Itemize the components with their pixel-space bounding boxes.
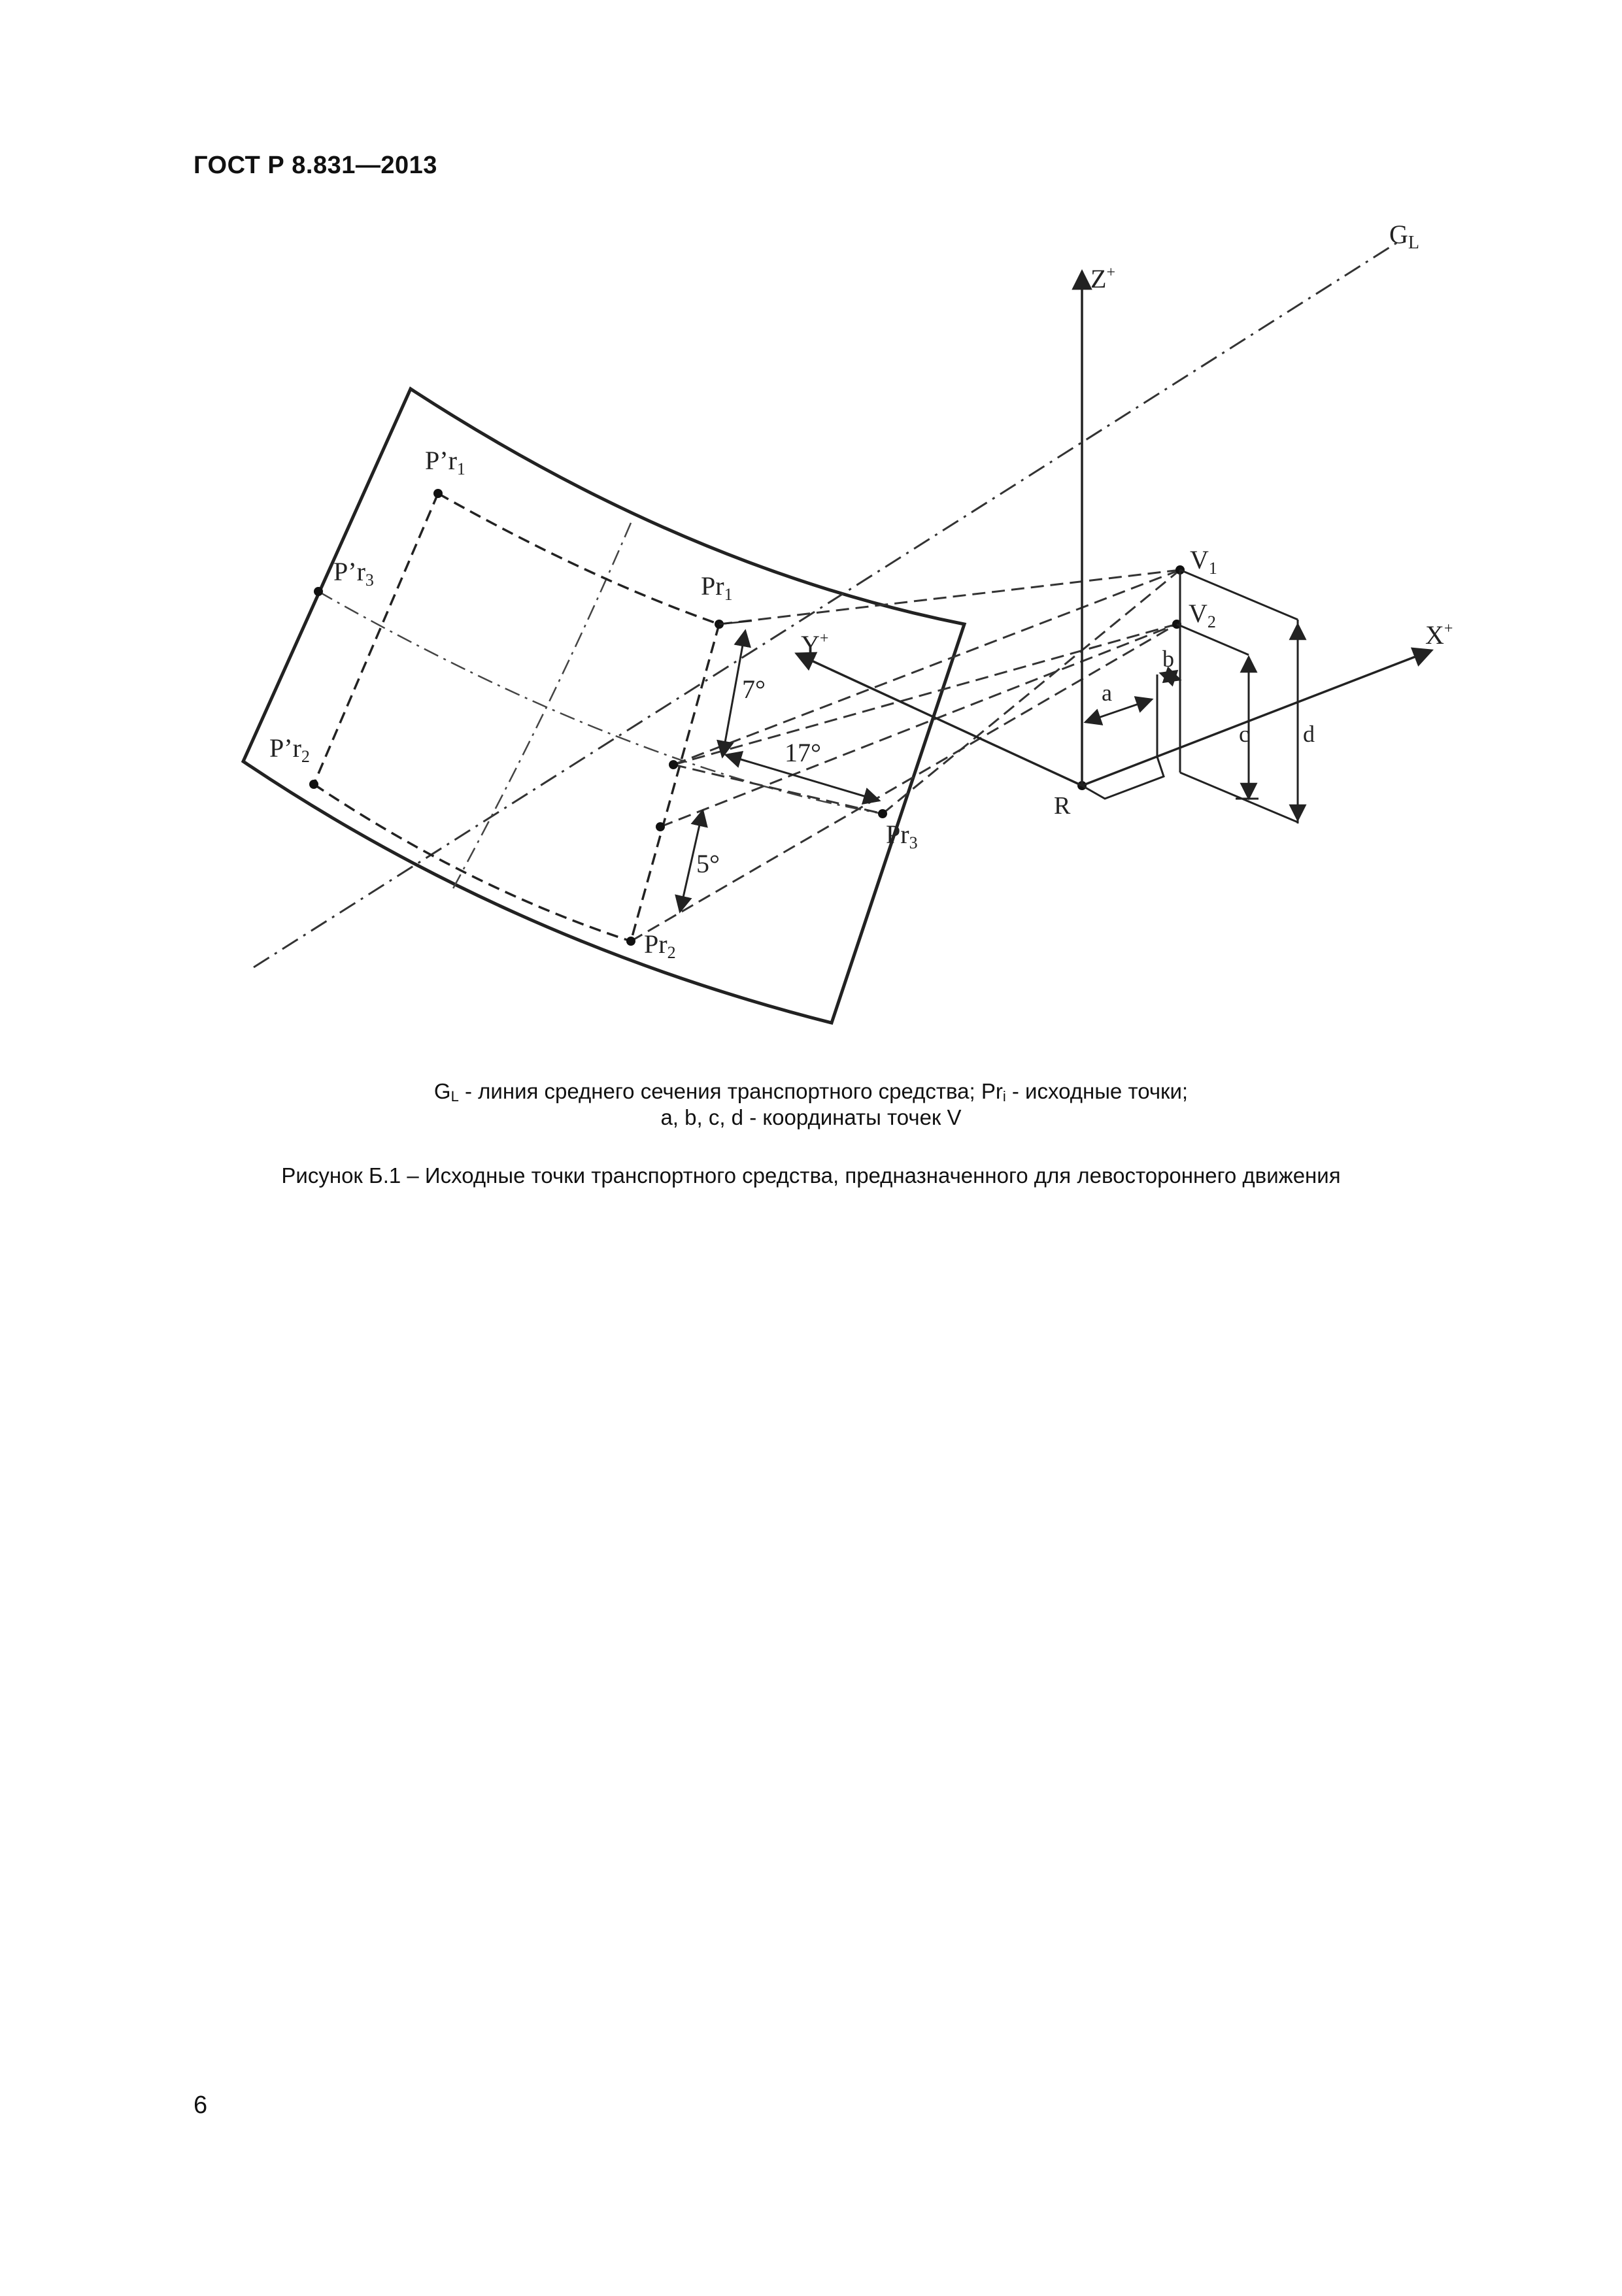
ppr3-label: $P’r_3$	[333, 557, 374, 590]
ppr1-label: $P’r_1$	[425, 446, 465, 478]
figure-legend-line1: $G_L$ - линия среднего сечения транспортного средства; $Pr_i$ - исходные точки;	[433, 1079, 1189, 1105]
figure-legend-line2: a, b, c, d - координаты точек V	[660, 1105, 962, 1129]
angle-17-label: 17°	[785, 738, 821, 767]
dim-b-arrow	[1160, 673, 1180, 680]
x-axis-label: X+	[1425, 620, 1453, 650]
pr1-label: $Pr_1$	[701, 571, 733, 604]
z-axis-label: Z+	[1090, 264, 1115, 293]
x-axis	[1082, 650, 1432, 786]
dashed-right-vertical	[631, 624, 719, 941]
angle-7-ext	[719, 621, 752, 624]
v1-label: $V_1$	[1190, 545, 1217, 578]
v2-label: $V_2$	[1189, 599, 1216, 631]
y-axis-label: Y+	[801, 630, 829, 659]
gl-centerline	[254, 241, 1400, 967]
origin-label: R	[1054, 792, 1071, 820]
dim-a-label: a	[1102, 680, 1112, 706]
angle-5-label: 5°	[696, 849, 720, 878]
dim-b-label: b	[1162, 646, 1174, 672]
dim-c-label: c	[1239, 721, 1249, 747]
ppr2-label: $P’r_2$	[269, 733, 310, 766]
y-axis	[796, 654, 1082, 786]
dim-a-arrow	[1085, 699, 1152, 722]
sight-lines	[631, 570, 1180, 941]
dim-d-label: d	[1303, 721, 1315, 747]
dashed-lower-curve	[314, 784, 631, 941]
windscreen-outline	[243, 389, 964, 1023]
figure-caption: Рисунок Б.1 – Исходные точки транспортного средства, предназначенного для левостороннего движения	[281, 1163, 1341, 1188]
windscreen-horizontal-guide	[318, 591, 883, 814]
pr2-label: $Pr_2$	[644, 929, 676, 962]
angle-7-label: 7°	[742, 674, 766, 704]
document-header: ГОСТ Р 8.831—2013	[194, 152, 437, 179]
dashed-left-vertical	[314, 493, 438, 784]
page-number: 6	[194, 2091, 208, 2119]
gl-label: $G_L$	[1389, 220, 1419, 253]
dashed-upper-curve	[438, 493, 719, 624]
pr3-label: $Pr_3$	[886, 820, 918, 852]
